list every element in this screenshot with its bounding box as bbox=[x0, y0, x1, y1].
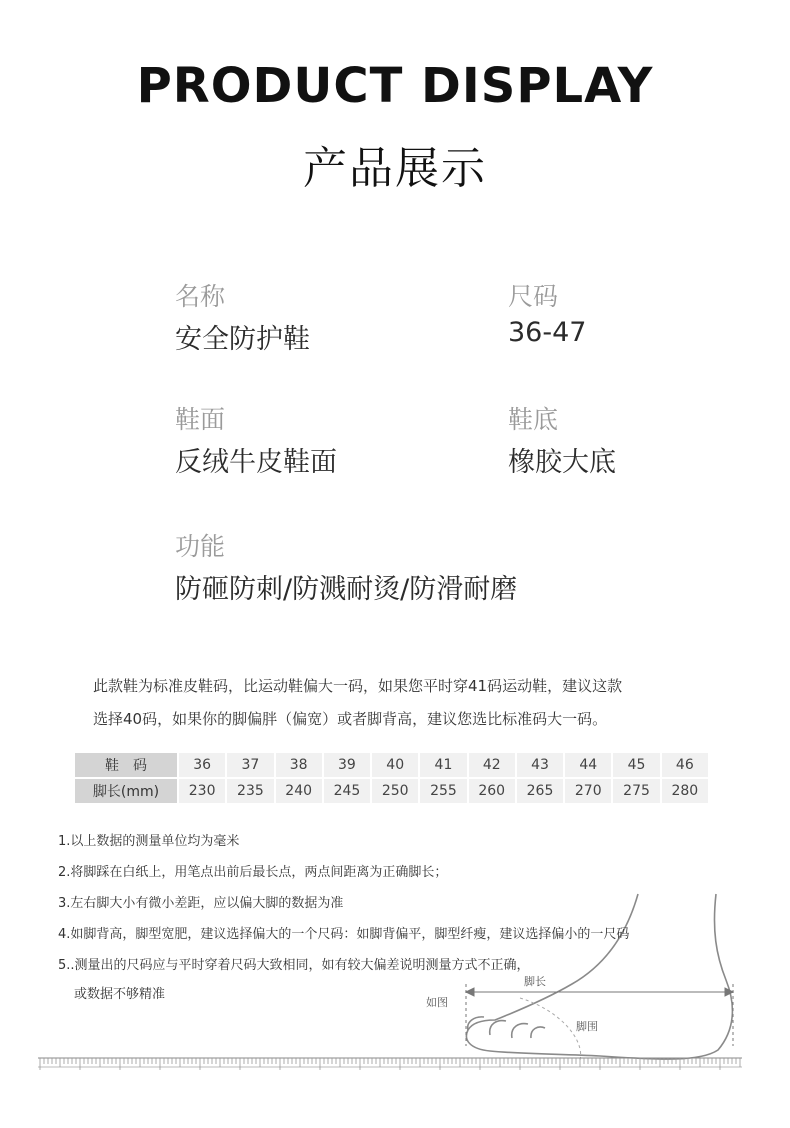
length-cell: 235 bbox=[227, 779, 273, 803]
size-cell: 36 bbox=[179, 753, 225, 777]
size-cell: 43 bbox=[517, 753, 563, 777]
length-cell: 280 bbox=[662, 779, 708, 803]
size-cell: 42 bbox=[469, 753, 515, 777]
size-cell: 40 bbox=[372, 753, 418, 777]
length-cell: 265 bbox=[517, 779, 563, 803]
spec-name-value: 安全防护鞋 bbox=[175, 324, 310, 355]
note-2: 2.将脚踩在白纸上，用笔点出前后最长点，两点间距离为正确脚长； bbox=[58, 865, 448, 880]
length-cell: 255 bbox=[420, 779, 466, 803]
note-5-continued: 或数据不够精准 bbox=[74, 987, 166, 1002]
spec-size-label: 尺码 bbox=[508, 282, 559, 311]
page-title-chinese: 产品展示 bbox=[303, 143, 487, 194]
size-chart-table bbox=[73, 751, 710, 805]
size-cell: 37 bbox=[227, 753, 273, 777]
length-cell: 275 bbox=[613, 779, 659, 803]
page-title-english: PRODUCT DISPLAY bbox=[136, 58, 654, 114]
size-cell: 39 bbox=[324, 753, 370, 777]
length-cell: 245 bbox=[324, 779, 370, 803]
toe-circumference-label: 如图 bbox=[426, 996, 448, 1009]
size-cell: 38 bbox=[276, 753, 322, 777]
spec-sole-value: 橡胶大底 bbox=[508, 447, 616, 478]
spec-function-value: 防砸防刺/防溅耐烫/防滑耐磨 bbox=[175, 574, 518, 605]
size-advice-line-2: 选择40码，如果你的脚偏胖（偏宽）或者脚背高，建议您选比标准码大一码。 bbox=[93, 710, 608, 728]
note-4: 4.如脚背高，脚型宽肥，建议选择偏大的一个尺码：如脚背偏平，脚型纤瘦，建议选择偏小的一尺码 bbox=[58, 927, 630, 942]
size-advice-line-1: 此款鞋为标准皮鞋码，比运动鞋偏大一码，如果您平时穿41码运动鞋，建议这款 bbox=[93, 677, 623, 695]
spec-upper-value: 反绒牛皮鞋面 bbox=[175, 447, 337, 478]
spec-size-value: 36-47 bbox=[508, 317, 587, 348]
ruler-icon bbox=[38, 1058, 742, 1070]
note-1: 1.以上数据的测量单位均为毫米 bbox=[58, 834, 240, 849]
size-cell: 45 bbox=[613, 753, 659, 777]
size-cell: 46 bbox=[662, 753, 708, 777]
length-cell: 250 bbox=[372, 779, 418, 803]
length-cell: 270 bbox=[565, 779, 611, 803]
length-row bbox=[75, 779, 708, 803]
spec-upper-label: 鞋面 bbox=[175, 405, 226, 434]
spec-sole-label: 鞋底 bbox=[508, 405, 559, 434]
size-cell: 41 bbox=[420, 753, 466, 777]
note-3: 3.左右脚大小有微小差距，应以偏大脚的数据为准 bbox=[58, 896, 344, 911]
size-advice bbox=[93, 670, 713, 736]
foot-circumference-label: 脚围 bbox=[576, 1020, 598, 1033]
length-row-header: 脚长(mm) bbox=[75, 779, 177, 803]
foot-length-label: 脚长 bbox=[524, 975, 546, 988]
spec-name-label: 名称 bbox=[175, 282, 226, 311]
length-cell: 260 bbox=[469, 779, 515, 803]
foot-outline-icon bbox=[466, 894, 732, 1059]
spec-function-label: 功能 bbox=[175, 532, 226, 561]
size-row-header: 鞋 码 bbox=[75, 753, 177, 777]
note-5: 5..测量出的尺码应与平时穿着尺码大致相同，如有较大偏差说明测量方式不正确， bbox=[58, 958, 530, 973]
foot-circumference-curve bbox=[520, 998, 581, 1060]
length-cell: 230 bbox=[179, 779, 225, 803]
size-row bbox=[75, 753, 708, 777]
length-cell: 240 bbox=[276, 779, 322, 803]
size-cell: 44 bbox=[565, 753, 611, 777]
